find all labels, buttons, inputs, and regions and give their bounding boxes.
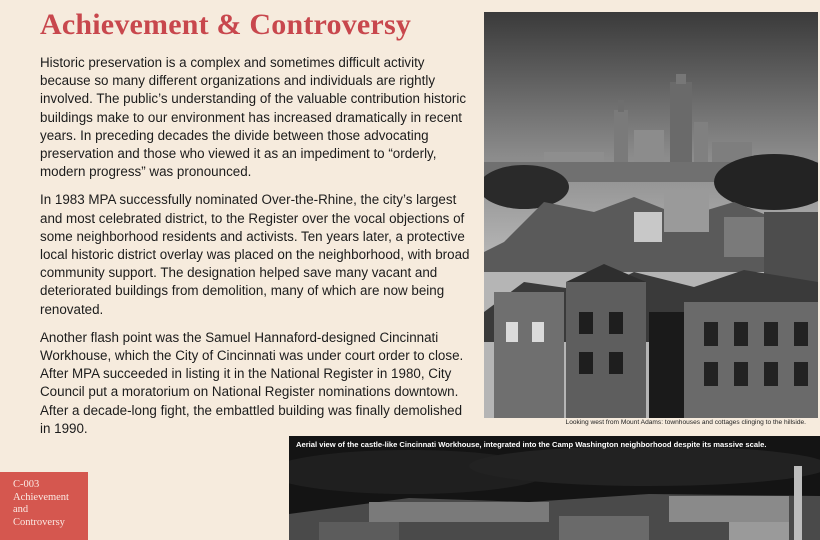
paragraph-over-the-rhine: In 1983 MPA successfully nominated Over-the-Rhine, the city’s largest and most celebrated district, to the Register over the vocal objections of some neighborhood residents and activists. Ten years later, a protective local historic district overlay was placed on the neighborhood, with broad community support. The designation helped save many vacant and deteriorated buildings from demolition, many of which are now being renovated.	[40, 192, 470, 317]
panel-code-label-line1: Achievement	[13, 491, 69, 503]
panel-code-badge	[0, 472, 88, 540]
body-text	[40, 54, 472, 448]
photo-mount-adams	[484, 12, 818, 418]
photo-mount-adams-caption: Looking west from Mount Adams: townhouses and cottages clinging to the hillside.	[565, 419, 806, 426]
panel-code-label-line2: and	[13, 504, 29, 515]
paragraph-workhouse: Another flash point was the Samuel Hannaford-designed Cincinnati Workhouse, which the City of Cincinnati was under court order to close. After MPA succeeded in listing it in the National Register in 1980, City Council put a moratorium on National Register nominations downtown. After a decade-long fight, the embattled building was finally demolished in 1990.	[40, 329, 464, 436]
panel-code: C-003	[13, 479, 40, 490]
page-title: Achievement & Controversy	[40, 8, 412, 41]
photo-workhouse-caption: Aerial view of the castle-like Cincinnati Workhouse, integrated into the Camp Washington neighborhood despite its massive scale.	[296, 440, 767, 449]
paragraph-intro: Historic preservation is a complex and sometimes difficult activity because so many different organizations and individuals are rightly involved. The public’s understanding of the valuable contribution historic buildings make to our environment has increased dramatically in recent years. In preceding decades the divide between those advocating preservation and those who viewed it as an impediment to “orderly, modern progress” was pronounced.	[40, 55, 467, 180]
photo-workhouse-aerial	[289, 436, 820, 540]
panel-code-label-line3: Controversy	[13, 516, 65, 528]
photo-workhouse-aerial-image	[289, 436, 820, 540]
photo-mount-adams-image	[484, 12, 818, 418]
